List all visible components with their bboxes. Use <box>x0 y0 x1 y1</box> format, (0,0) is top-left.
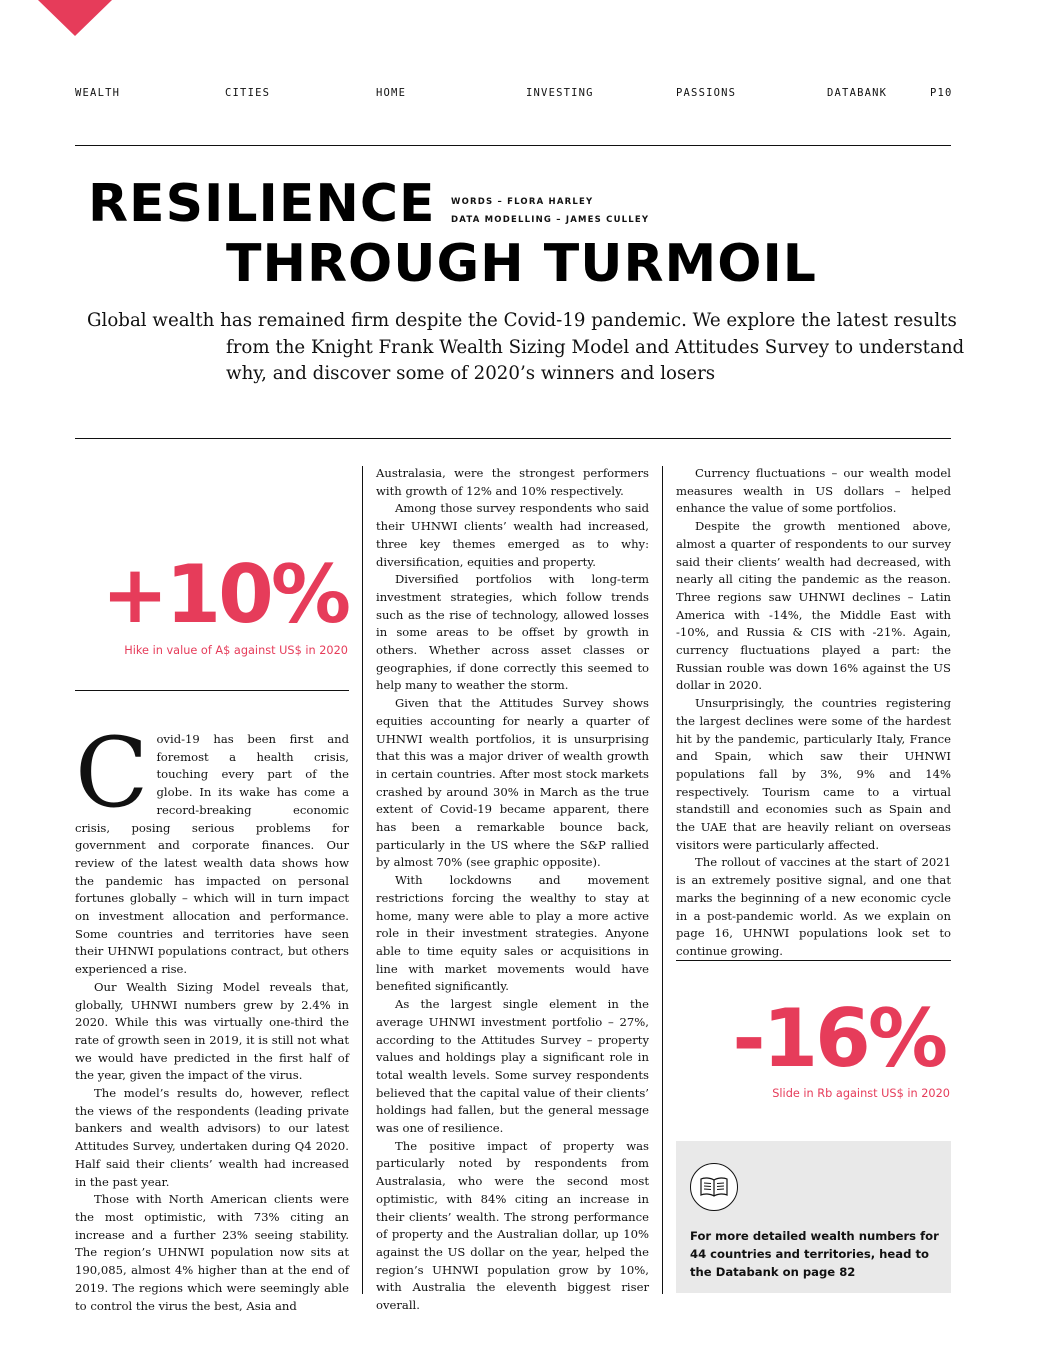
stat-aud-value: +10% <box>101 548 348 641</box>
byline <box>451 193 649 229</box>
standfirst-rule <box>75 438 951 439</box>
title-line-2: THROUGH TURMOIL <box>226 234 817 294</box>
nav-item-home[interactable]: HOME <box>376 87 407 99</box>
article-paragraph: Our Wealth Sizing Model reveals that, globally, UHNWI numbers grew by 2.4% in 2020. While this was virtually one-third the rate of growth seen in 2019, it is still not what we would have predicted in the first half of the year, given the impact of the virus. <box>75 979 349 1083</box>
databank-callout-text: For more detailed wealth numbers for 44 countries and territories, head to the Databank on page 82 <box>690 1229 939 1279</box>
article-paragraph: The rollout of vaccines at the start of 2021 is an extremely positive signal, and one that marks the beginning of a new economic cycle in a post-pandemic world. As we explain on page 16, UHNWI populations look set to continue growing. <box>676 855 951 958</box>
standfirst-line-2: from the Knight Frank Wealth Sizing Model and Attitudes Survey to understand <box>226 336 965 358</box>
article-paragraph: Australasia, were the strongest performers with growth of 12% and 10% respectively. <box>376 466 649 498</box>
article-paragraph: Given that the Attitudes Survey shows equities accounting for nearly a quarter of UHNWI wealth portfolios, it is unsurprising that this was a major driver of wealth growth in certain countries. After most stock markets crashed by around 30% in March as the true extent of Covid-19 became apparent, there has been a remarkable bounce back, particularly in the US where the S&P rallied by almost 70% (see graphic opposite). <box>376 696 649 870</box>
stat-aud-rule <box>75 690 349 691</box>
title-line-1: RESILIENCE <box>88 174 436 234</box>
byline-data-modelling: DATA MODELLING – JAMES CULLEY <box>451 215 650 225</box>
header-rule <box>75 145 951 146</box>
article-paragraph: Those with North American clients were the most optimistic, with 73% citing an increase and a further 23% seeing stability. The region’s UHNWI population now sits at 190,085, almost 4% higher than at the end of 2019. The regions which were seemingly able to control the virus the best, Asia and <box>75 1192 349 1313</box>
article-paragraph: With lockdowns and movement restrictions forcing the wealthy to stay at home, many were able to play a more active role in their investment strategies. Anyone able to time equity sales or acquisitions in line with market movements would have benefited significantly. <box>376 873 649 994</box>
article-column-2 <box>376 465 649 1315</box>
nav-item-databank[interactable]: DATABANK <box>827 87 888 99</box>
stat-aud-caption: Hike in value of A$ against US$ in 2020 <box>124 644 348 657</box>
article-paragraph: Among those survey respondents who said their UHNWI clients’ wealth had increased, three key themes emerged as to why: diversification, equities and property. <box>376 501 649 569</box>
article-column-1 <box>75 717 349 1315</box>
stat-rub-value: -16% <box>732 992 945 1085</box>
corner-triangle-decoration <box>38 0 112 36</box>
stat-rub-rule <box>676 960 951 961</box>
article-paragraph: Currency fluctuations – our wealth model measures wealth in US dollars – helped enhance the value of some portfolios. <box>676 466 951 516</box>
databank-callout[interactable] <box>676 1141 951 1293</box>
nav-item-passions[interactable]: PASSIONS <box>676 87 737 99</box>
article-column-3 <box>676 465 951 961</box>
column-divider-1 <box>362 466 363 1294</box>
standfirst-line-1: Global wealth has remained firm despite the Covid-19 pandemic. We explore the latest results <box>87 310 957 331</box>
standfirst <box>87 308 965 388</box>
page-number: P10 <box>930 87 953 99</box>
article-paragraph: Despite the growth mentioned above, almost a quarter of respondents to our survey said their clients’ wealth had decreased, with nearly all citing the pandemic as the reason. Three regions saw UHNWI declines – Latin America with -14%, the Middle East with -10%, and Russia & CIS with -21%. Again, currency fluctuations played a part: the Russian rouble was down 16% against the US dollar in 2020. <box>676 519 951 693</box>
article-paragraph: The positive impact of property was particularly noted by respondents from Australasia, who were the second most optimistic, with 84% citing an increase in their clients’ wealth. The strong performance of property and the Australian dollar, up 10% against the US dollar on the year, helped the region’s UHNWI population grow by 10%, with Australia the eleventh biggest riser overall. <box>376 1138 649 1313</box>
article-paragraph: As the largest single element in the average UHNWI investment portfolio – 27%, according to the Attitudes Survey – property values and holdings play a significant role in total wealth levels. Some survey respondents believed that the capital value of their clients’ holdings had fallen, but the general message was one of resilience. <box>376 997 649 1136</box>
article-paragraph: Diversified portfolios with long-term investment strategies, which follow trends such as the rise of technology, allowed losses in some areas to be offset by growth in others. Whether across asset classes or geographies, if done correctly this seemed to help many to weather the storm. <box>376 572 649 693</box>
paragraph-text: ovid-19 has been first and foremost a health crisis, touching every part of the globe. In its wake has come a record-breaking economic crisis, posing serious problems for government and corporate finances. Our review of the latest wealth data shows how the pandemic has impacted on personal fortunes globally – which will in turn impact on investment allocation and performance. Some countries and territories have seen their UHNWI populations contract, but others experienced a rise. <box>75 732 349 977</box>
standfirst-line-3: why, and discover some of 2020’s winners and losers <box>226 363 716 384</box>
column-divider-2 <box>662 466 663 1294</box>
drop-cap: C <box>75 717 149 829</box>
article-paragraph: The model’s results do, however, reflect the views of the respondents (leading private bankers and wealth advisors) to our latest Attitudes Survey, undertaken during Q4 2020. Half said their clients’ wealth had increased in the past year. <box>75 1086 349 1189</box>
byline-words: WORDS – FLORA HARLEY <box>451 197 594 207</box>
article-paragraph <box>75 717 349 979</box>
nav-item-cities[interactable]: CITIES <box>225 87 271 99</box>
open-book-icon <box>690 1163 738 1211</box>
nav-item-investing[interactable]: INVESTING <box>526 87 594 99</box>
stat-rub-caption: Slide in Rb against US$ in 2020 <box>772 1087 950 1100</box>
nav-item-wealth[interactable]: WEALTH <box>75 87 121 99</box>
article-paragraph: Unsurprisingly, the countries registering the largest declines were some of the hardest hit by the pandemic, particularly Italy, France and Spain, which saw their UHNWI populations fall by 3%, 9% and 14% respectively. Tourism came to a virtual standstill and economies such as Spain and the UAE that are heavily reliant on overseas visitors were particularly affected. <box>676 696 951 852</box>
